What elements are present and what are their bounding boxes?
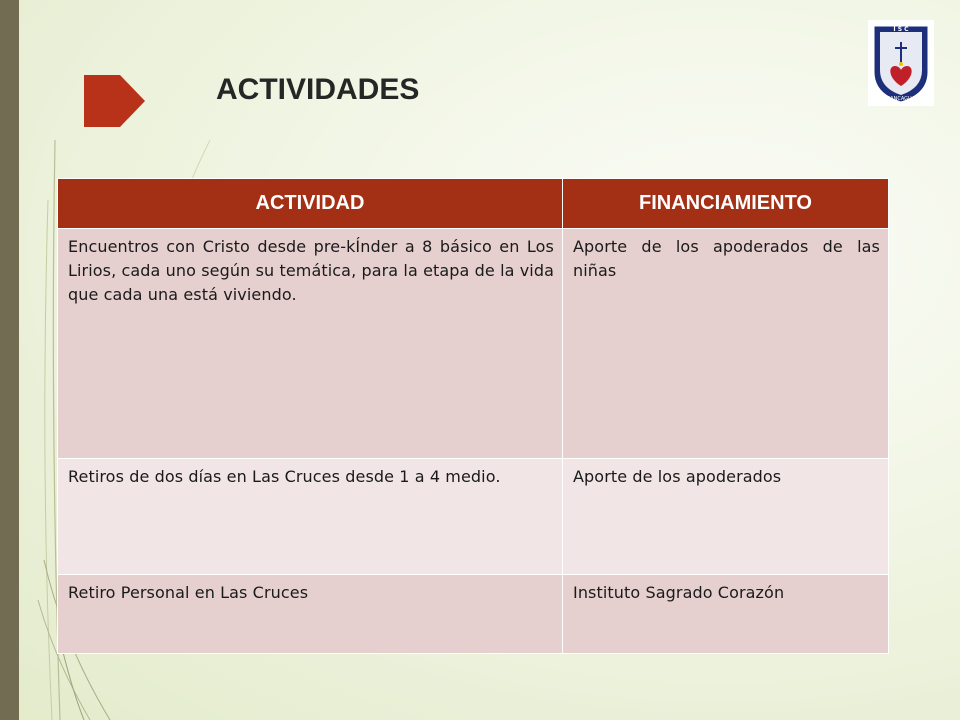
activities-table: [57, 178, 889, 654]
table-header-row: [58, 179, 889, 229]
activity-cell: Retiros de dos días en Las Cruces desde 1 a 4 medio.: [58, 459, 563, 575]
title-arrow-shape: [84, 75, 145, 127]
slide-title: ACTIVIDADES: [216, 73, 420, 106]
school-crest-logo: [868, 20, 934, 106]
activity-cell: Encuentros con Cristo desde pre-kÍnder a 8 básico en Los Lirios, cada uno según su temática, para la etapa de la vida que cada una está viviendo.: [58, 229, 563, 459]
svg-text:I S C: I S C: [893, 26, 909, 33]
header-activity: ACTIVIDAD: [58, 179, 563, 229]
funding-cell: Instituto Sagrado Corazón: [563, 575, 889, 654]
svg-text:RANCAGUA: RANCAGUA: [886, 96, 916, 102]
header-funding: FINANCIAMIENTO: [563, 179, 889, 229]
table-row: [58, 575, 889, 654]
funding-cell: Aporte de los apoderados: [563, 459, 889, 575]
funding-cell: Aporte de los apoderados de las niñas: [563, 229, 889, 459]
activity-cell: Retiro Personal en Las Cruces: [58, 575, 563, 654]
table-row: [58, 229, 889, 459]
table-row: [58, 459, 889, 575]
